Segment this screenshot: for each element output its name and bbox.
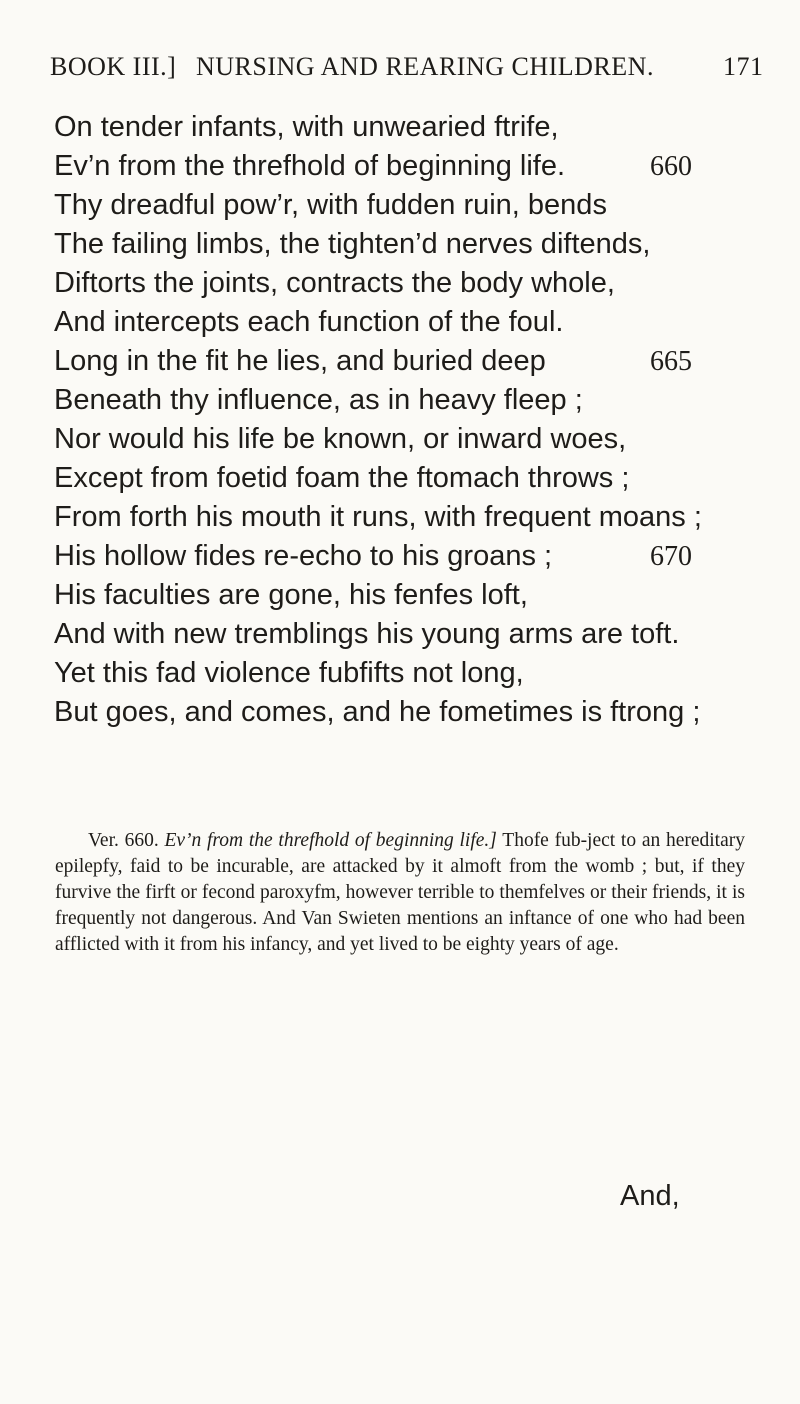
verse-line: But goes, and comes, and he fometimes is ftrong ; — [54, 696, 701, 728]
book-reference: BOOK III.] — [50, 52, 177, 81]
footnote-lemma: Ev’n from the threfhold of beginning life.] — [164, 830, 497, 851]
verse-line: Ev’n from the threfhold of beginning life. 660 — [54, 147, 734, 186]
catchword: And, — [620, 1180, 680, 1212]
verse-line: And with new tremblings his young arms are toft. — [54, 618, 680, 650]
verse-line: Yet this fad violence fubfifts not long, — [54, 657, 524, 689]
verse-line: Beneath thy influence, as in heavy fleep ; — [54, 384, 583, 416]
footnote — [55, 828, 745, 958]
chapter-title: NURSING AND REARING CHILDREN. — [196, 52, 654, 81]
verse-line: From forth his mouth it runs, with frequent moans ; — [54, 501, 702, 533]
running-header — [50, 52, 764, 92]
verse-line: His hollow fides re-echo to his groans ; 670 — [54, 537, 734, 576]
verse-line: Long in the fit he lies, and buried deep 665 — [54, 342, 734, 381]
verse-line: Thy dreadful pow’r, with fudden ruin, bends — [54, 189, 607, 221]
footnote-ref: Ver. 660. — [88, 830, 159, 851]
line-number: 665 — [650, 346, 692, 377]
verse-line: And intercepts each function of the foul. — [54, 306, 564, 338]
page-number: 171 — [723, 52, 764, 81]
line-number: 660 — [650, 151, 692, 182]
footnote-text: Thofe fub-ject to an hereditary epilepfy, faid to be incurable, are attacked by it almoft from the womb ; but, if they furvive the firft or fecond paroxyfm, however terrible to themfelves or their friends, it is frequently not dangerous. And Van Swieten mentions an inftance of one who had been afflicted with it from his infancy, and yet lived to be eighty years of age. — [55, 830, 745, 955]
verse-line: On tender infants, with unwearied ftrife, — [54, 111, 559, 143]
verse-line: Nor would his life be known, or inward woes, — [54, 423, 627, 455]
verse-line: Except from foetid foam the ftomach throws ; — [54, 462, 630, 494]
verse-line: Diftorts the joints, contracts the body whole, — [54, 267, 615, 299]
verse-line: The failing limbs, the tighten’d nerves diftends, — [54, 228, 651, 260]
line-number: 670 — [650, 541, 692, 572]
poem-verse — [54, 108, 734, 732]
verse-line: His faculties are gone, his fenfes loft, — [54, 579, 528, 611]
